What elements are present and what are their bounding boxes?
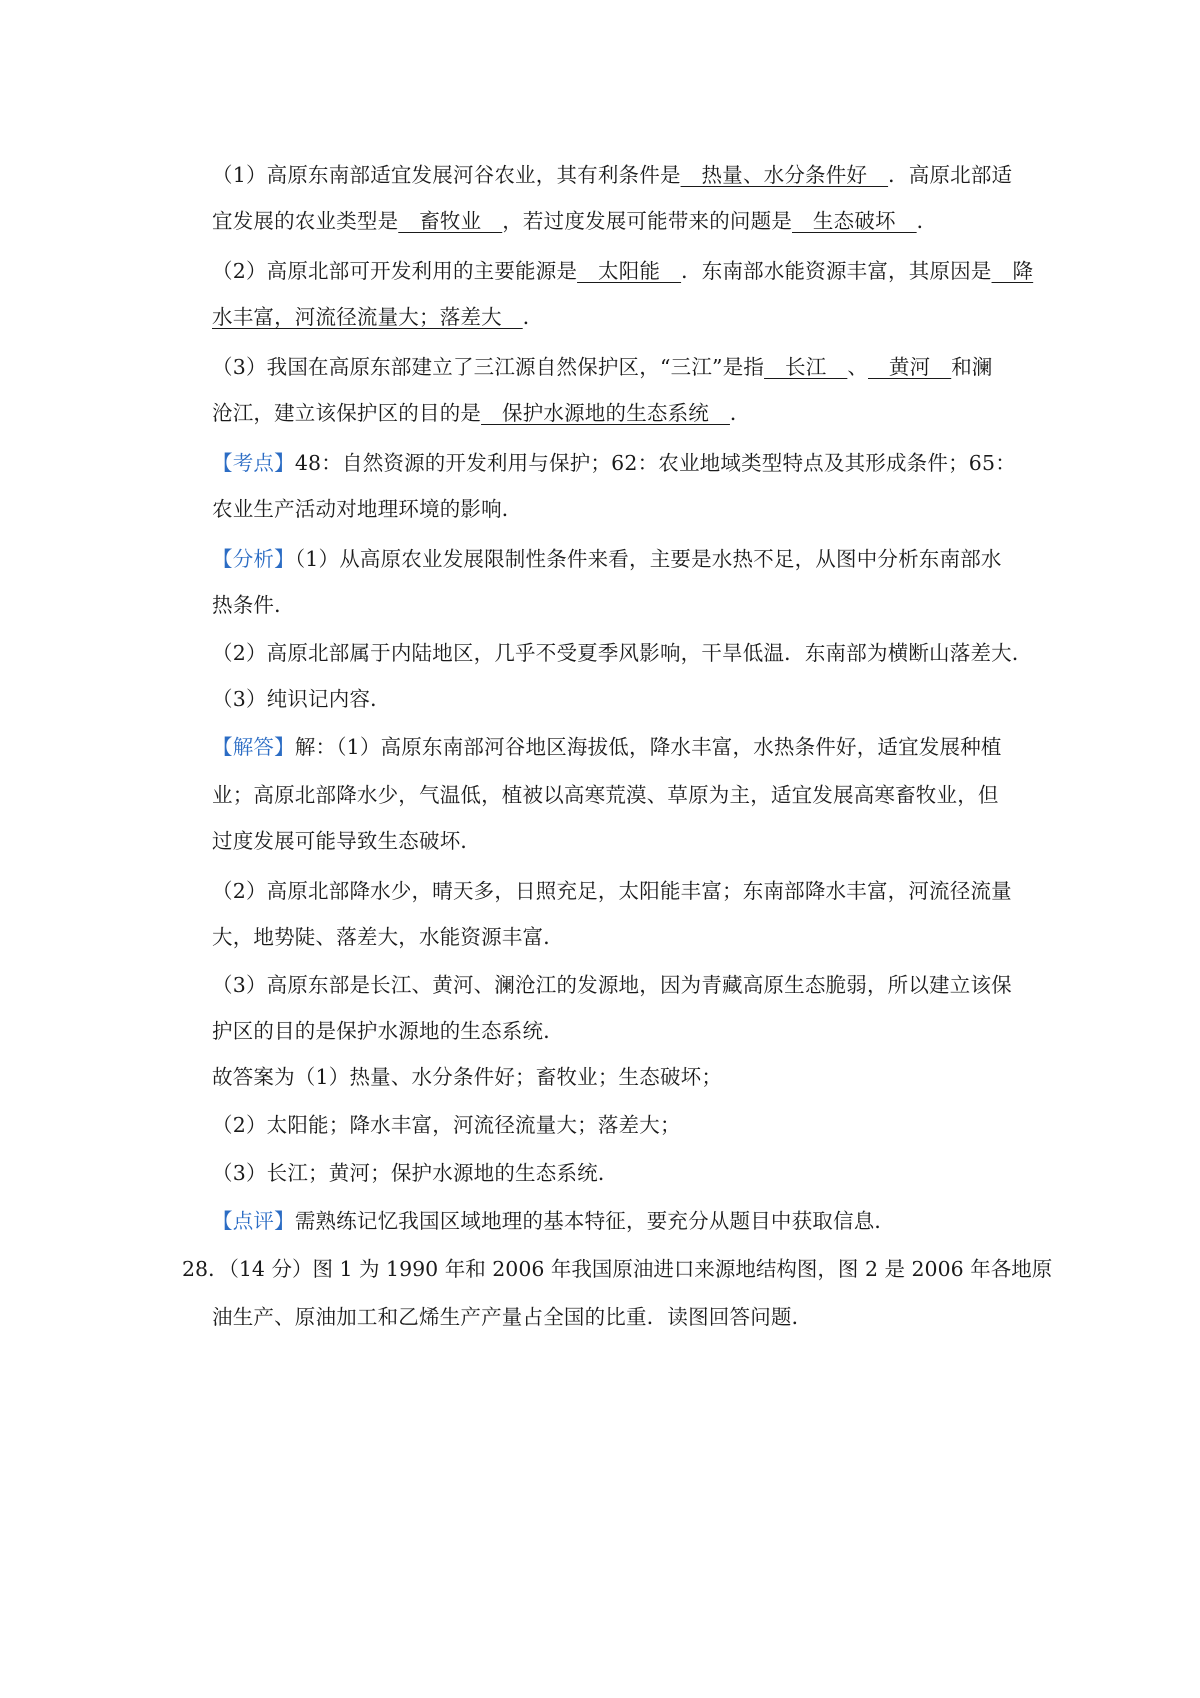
separator: 、 (847, 355, 869, 379)
jieda-line7 (212, 1014, 564, 1044)
part3-text-cont: 和澜 (951, 355, 993, 379)
answer-summary: （2）太阳能；降水丰富，河流径流量大；落差大； (212, 1113, 681, 1137)
question-text: （14 分）图 1 为 1990 年和 2006 年我国原油进口来源地结构图，图 2 是 2006 年各地原 (228, 1257, 1053, 1281)
jieda-text: （3）高原东部是长江、黄河、澜沧江的发源地，因为青藏高原生态脆弱，所以建立该保 (212, 973, 1012, 997)
part2-text-cont: ．东南部水能资源丰富，其原因是 (681, 259, 992, 283)
fenxi-line3 (212, 636, 1033, 666)
part3-text: 沧江，建立该保护区的目的是 (212, 401, 482, 425)
question-28-line1 (182, 1252, 1052, 1282)
answer-summary: （3）长江；黄河；保护水源地的生态系统． (212, 1161, 619, 1185)
answer-blank-yangtze: __长江__ (764, 355, 848, 379)
jieda-text: 业；高原北部降水少，气温低，植被以高寒荒漠、草原为主，适宜发展高寒畜牧业，但 (212, 783, 999, 807)
question-number: 28． (182, 1257, 229, 1281)
answer-blank-animal-husbandry: __畜牧业__ (398, 209, 503, 233)
fenxi-tag: 【分析】 (212, 547, 295, 571)
jieda-line2 (212, 778, 999, 808)
part2-text: （2）高原北部可开发利用的主要能源是 (212, 259, 578, 283)
fenxi-line4 (212, 682, 391, 712)
period: ． (522, 305, 544, 329)
dianping-line (212, 1204, 895, 1234)
part1-text-cont: ，若过度发展可能带来的问题是 (502, 209, 793, 233)
kaodian-line2 (212, 492, 523, 522)
part1-line2 (212, 204, 937, 234)
jieda-line9 (212, 1108, 681, 1138)
dianping-text: 需熟练记忆我国区域地理的基本特征，要充分从题目中获取信息． (294, 1209, 896, 1233)
fenxi-text: （1）从高原农业发展限制性条件来看，主要是水热不足，从图中分析东南部水 (294, 547, 1002, 571)
part2-line2 (212, 300, 543, 330)
fenxi-text-cont: 热条件． (212, 593, 295, 617)
part1-line1 (212, 158, 1012, 188)
kaodian-tag: 【考点】 (212, 451, 295, 475)
jieda-text: 过度发展可能导致生态破坏． (212, 829, 482, 853)
jieda-tag: 【解答】 (212, 735, 295, 759)
answer-blank-heat-water: __热量、水分条件好__ (680, 163, 889, 187)
period: ． (729, 401, 751, 425)
part3-text: （3）我国在高原东部建立了三江源自然保护区，“三江”是指 (212, 355, 765, 379)
jieda-line5 (212, 920, 564, 950)
answer-summary: 故答案为（1）热量、水分条件好；畜牧业；生态破坏； (212, 1065, 723, 1089)
kaodian-text-cont: 农业生产活动对地理环境的影响． (212, 497, 523, 521)
fenxi-line1 (212, 542, 1002, 572)
question-28-line2 (212, 1300, 812, 1330)
kaodian-text: 48：自然资源的开发利用与保护；62：农业地域类型特点及其形成条件；65： (294, 451, 1016, 475)
fenxi-text: （2）高原北部属于内陆地区，几乎不受夏季风影响，干旱低温．东南部为横断山落差大． (212, 641, 1033, 665)
part1-text: （1）高原东南部适宜发展河谷农业，其有利条件是 (212, 163, 681, 187)
jieda-line6 (212, 968, 1012, 998)
answer-blank-eco-damage: __生态破坏__ (792, 209, 917, 233)
part1-text-cont: ．高原北部适 (888, 163, 1013, 187)
answer-blank-reason: 水丰富，河流径流量大；落差大__ (212, 305, 523, 329)
part3-line2 (212, 396, 751, 426)
answer-blank-solar: __太阳能__ (577, 259, 682, 283)
period: ． (916, 209, 938, 233)
jieda-text: （2）高原北部降水少，晴天多，日照充足，太阳能丰富；东南部降水丰富，河流径流量 (212, 879, 1012, 903)
jieda-text: 护区的目的是保护水源地的生态系统． (212, 1019, 564, 1043)
fenxi-text: （3）纯识记内容． (212, 687, 391, 711)
jieda-line8 (212, 1060, 722, 1090)
jieda-line4 (212, 874, 1012, 904)
part2-line1 (212, 254, 1033, 284)
fenxi-line2 (212, 588, 295, 618)
jieda-text: 大，地势陡、落差大，水能资源丰富． (212, 925, 564, 949)
dianping-tag: 【点评】 (212, 1209, 295, 1233)
jieda-line3 (212, 824, 481, 854)
answer-blank-protect-water-source: __保护水源地的生态系统__ (481, 401, 730, 425)
question-text-cont: 油生产、原油加工和乙烯生产产量占全国的比重．读图回答问题． (212, 1305, 813, 1329)
part1-text: 宜发展的农业类型是 (212, 209, 399, 233)
kaodian-line1 (212, 446, 1016, 476)
part3-line1 (212, 350, 993, 380)
answer-blank-yellow-river: __黄河__ (868, 355, 952, 379)
jieda-line1 (212, 730, 1002, 760)
jieda-line10 (212, 1156, 619, 1186)
answer-blank-reason-start: __降 (991, 259, 1034, 283)
jieda-text: 解：（1）高原东南部河谷地区海拔低，降水丰富，水热条件好，适宜发展种植 (294, 735, 1002, 759)
